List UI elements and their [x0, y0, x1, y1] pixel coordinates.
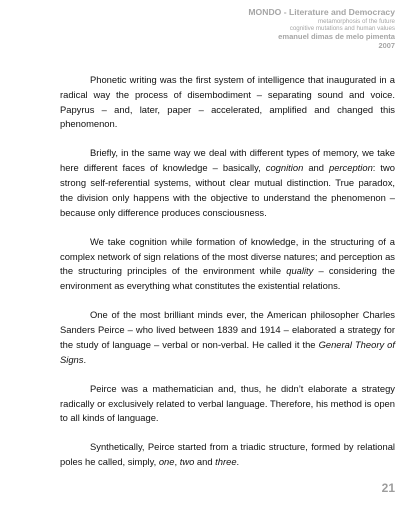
- paragraph-text: We take cognition while formation of knowledge, in the structuring of a complex network of sign relations of the most diverse natures; and perception as the structuring principles of the environment while: [60, 235, 395, 277]
- paragraph-text: .: [236, 456, 240, 468]
- body-paragraph: [60, 235, 395, 294]
- header-author: emanuel dimas de melo pimenta: [278, 32, 395, 42]
- italic-text: perception: [329, 162, 373, 174]
- header-year: 2007: [378, 40, 395, 50]
- paragraph-text: Phonetic writing was the first system of intelligence that inaugurated in a radical way the process of disembodiment – separating sound and voice. Papyrus – and, later, paper – accelerated, amplified and changed this phenomenon.: [60, 74, 395, 130]
- body-paragraph: [60, 440, 395, 470]
- running-header: [165, 8, 395, 50]
- paragraph-text: Briefly, in the same way we deal with different types of memory, we take here different faces of knowledge – basically,: [60, 147, 395, 174]
- body-paragraph: [60, 382, 395, 426]
- header-title: MONDO - Literature and Democracy: [248, 7, 395, 17]
- body-paragraph: [60, 308, 395, 367]
- body-text: [60, 73, 395, 484]
- italic-text: two: [179, 456, 195, 468]
- paragraph-text: Peirce was a mathematician and, thus, he didn’t elaborate a strategy radically or exclusively related to verbal language. Therefore, his method is open to all kinds of language.: [60, 382, 395, 424]
- paragraph-text: and: [194, 456, 216, 468]
- paragraph-text: – considering the environment as everything what constitutes the existential relations.: [60, 265, 395, 292]
- italic-text: General Theory of Signs: [60, 338, 396, 365]
- header-subtitle-line1: metamorphosis of the future: [317, 17, 395, 25]
- paragraph-text: Synthetically, Peirce started from a triadic structure, formed by relational poles he called, simply,: [60, 441, 395, 468]
- body-paragraph: [60, 73, 395, 132]
- page-number: 21: [381, 481, 395, 495]
- body-paragraph: [60, 146, 395, 220]
- paragraph-text: One of the most brilliant minds ever, the American philosopher Charles Sanders Peirce – who lived between 1839 and 1914 – elaborated a strategy for the study of language – verbal or non-verbal. He called it the: [60, 309, 395, 350]
- italic-text: one: [158, 456, 175, 468]
- italic-text: cognition: [265, 162, 304, 174]
- paragraph-text: .: [83, 353, 87, 365]
- header-subtitle-line2: cognitive mutations and human values: [289, 25, 395, 32]
- paragraph-text: : two strong self-referential systems, without clear mutual distinction. True paradox, the division only happens with the objective to understand the phenomenon – because only difference produces consciousness.: [60, 162, 395, 218]
- paragraph-text: and: [303, 162, 329, 174]
- paragraph-text: ,: [174, 456, 180, 468]
- italic-text: three: [215, 456, 237, 468]
- italic-text: quality: [286, 265, 314, 277]
